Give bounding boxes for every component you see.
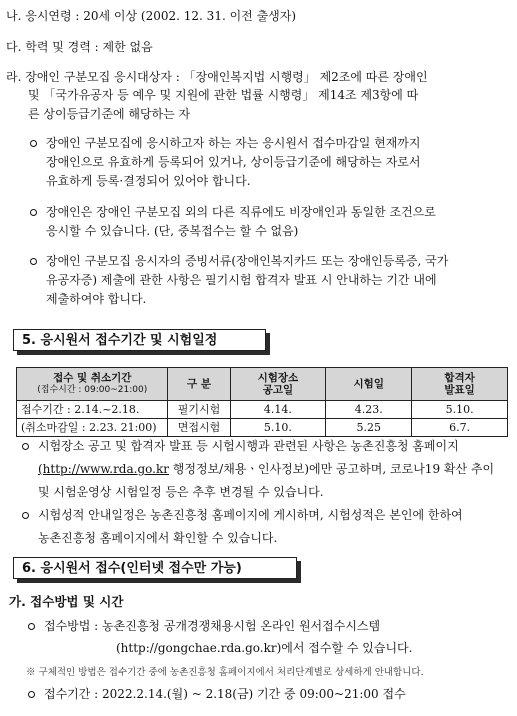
disabled-applicant-line3: 른 상이등급기준에 해당하는 자	[28, 107, 191, 121]
exam-cell: 5.25	[326, 419, 412, 437]
header-pass-date: 합격자 발표일	[412, 368, 508, 401]
bullet1-line3: 유효하게 등록·결정되어 있어야 합니다.	[46, 174, 251, 188]
bullet-circle-icon	[22, 512, 29, 519]
bullet1-line1: 장애인 구분모집에 응시하고자 하는 자는 응시원서 접수마감일 현재까지	[46, 136, 421, 150]
bullet-circle-icon	[30, 258, 37, 265]
type-cell: 필기시험	[168, 401, 230, 419]
pass-cell: 5.10.	[412, 401, 508, 419]
note1-line1: 시험장소 공고 및 합격자 발표 등 시험시행과 관련된 사항은 농촌진흥청 홈페이지	[38, 439, 459, 453]
rda-homepage-link[interactable]: (http://www.rda.go.kr	[38, 462, 169, 476]
bullet-circle-icon	[22, 443, 29, 450]
age-requirement: 나. 응시연령 : 20세 이상 (2002. 12. 31. 이전 출생자)	[6, 9, 297, 23]
table-row	[17, 401, 508, 419]
venue-cell: 4.14.	[230, 401, 326, 419]
method-line1: 접수방법 : 농촌진흥청 공개경쟁채용시험 온라인 원서접수시스템	[44, 619, 381, 633]
note2-line1: 시험성적 안내일정은 농촌진흥청 홈페이지에 게시하며, 시험성적은 본인에 한하여	[38, 508, 463, 522]
disabled-applicant-line2: 및 「국가유공자 등 예우 및 지원에 관한 법률 시행령」 제14조 제3항에 따	[28, 88, 419, 102]
exam-cell: 4.23.	[326, 401, 412, 419]
bullet-circle-icon	[28, 623, 35, 630]
venue-cell: 5.10.	[230, 419, 326, 437]
bullet-circle-icon	[30, 209, 37, 216]
education-requirement: 다. 학력 및 경력 : 제한 없음	[6, 40, 153, 54]
section5-title: 5. 응시원서 접수기간 및 시험일정	[13, 329, 266, 351]
section6-title: 6. 응시원서 접수(인터넷 접수만 가능)	[13, 557, 297, 579]
table-row	[17, 419, 508, 437]
pass-cell: 6.7.	[412, 419, 508, 437]
application-period: 접수기간 : 2022.2.14.(월) ~ 2.18(금) 기간 중 09:00~21:00 접수	[44, 687, 406, 701]
bullet-circle-icon	[30, 140, 37, 147]
header-venue: 시험장소 공고일	[230, 368, 326, 401]
period-cell: 접수기간 : 2.14.~2.18.	[17, 401, 168, 419]
schedule-table	[16, 367, 508, 437]
type-cell: 면접시험	[168, 419, 230, 437]
note1-line3: 및 시험운영상 시험일정 등은 추후 변경될 수 있습니다.	[38, 485, 324, 499]
header-exam-date: 시험일	[326, 368, 412, 401]
method-line2: (http://gongchae.rda.go.kr)에서 접수할 수 있습니다.	[116, 641, 413, 655]
header-period: 접수 및 취소기간 (접수시간 : 09:00~21:00)	[17, 368, 168, 401]
note2-line2: 농촌진흥청 홈페이지에서 확인할 수 있습니다.	[38, 531, 278, 545]
note1-line2: (http://www.rda.go.kr 행정정보/채용ㆍ인사정보)에만 공고하며, 코로나19 확산 추이	[38, 462, 495, 476]
application-method-heading: 가. 접수방법 및 시간	[9, 594, 124, 609]
bullet-circle-icon	[28, 691, 35, 698]
bullet3-line1: 장애인 구분모집 응시자의 증빙서류(장애인복지카드 또는 장애인등록증, 국가	[46, 254, 449, 268]
bullet2-line1: 장애인은 장애인 구분모집 외의 다른 직류에도 비장애인과 동일한 조건으로	[46, 205, 436, 219]
bullet3-line2: 유공자증) 제출에 관한 사항은 필기시험 합격자 발표 시 안내하는 기간 내에	[46, 273, 437, 287]
period-cell: (취소마감일 : 2.23. 21:00)	[17, 419, 168, 437]
method-note: ※ 구체적인 방법은 접수기간 중에 농촌진흥청 홈페이지에서 처리단계별로 상세하게 안내합니다.	[26, 667, 424, 678]
header-type: 구 분	[168, 368, 230, 401]
disabled-applicant-line1: 라. 장애인 구분모집 응시대상자 : 「장애인복지법 시행령」 제2조에 따른 장애인	[6, 70, 428, 84]
bullet1-line2: 장애인으로 유효하게 등록되어 있거나, 상이등급기준에 해당하는 자로서	[46, 155, 421, 169]
bullet3-line3: 제출하여야 합니다.	[46, 292, 147, 306]
bullet2-line2: 응시할 수 있습니다. (단, 중복접수는 할 수 없음)	[46, 224, 299, 238]
table-header-row	[17, 368, 508, 401]
